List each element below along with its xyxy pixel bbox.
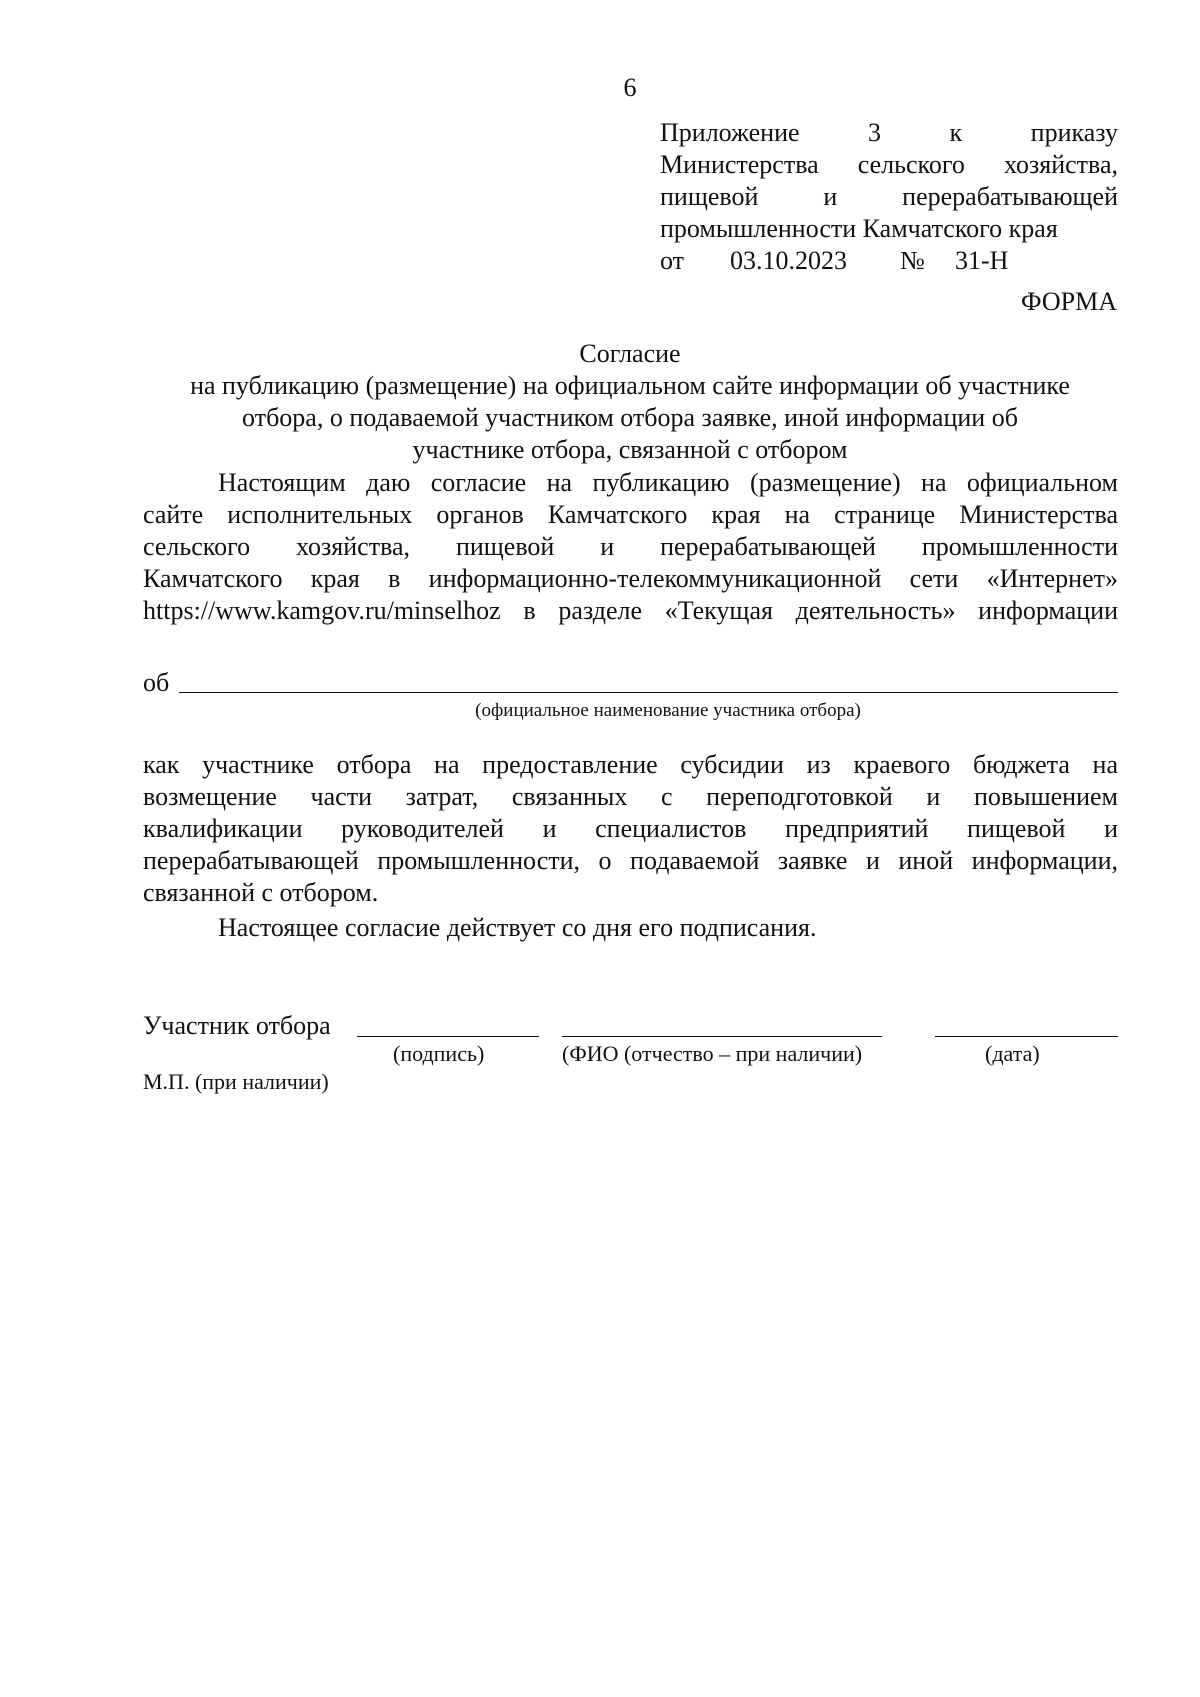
paragraph2-line-3: квалификации руководителей и специалистов предприятий пищевой и xyxy=(143,814,1118,843)
full-name-caption: (ФИО (отчество – при наличии) xyxy=(562,1041,863,1066)
consent-paragraph xyxy=(143,467,1118,627)
title-line-1: на публикацию (размещение) на официальном сайте информации об участнике xyxy=(190,371,1070,400)
paragraph1-line-4: Камчатского края в информационно-телекоммуникационной сети «Интернет» xyxy=(143,564,1118,593)
order-number-sign: № xyxy=(900,246,925,275)
paragraph1-line-1: Настоящим даю согласие на публикацию (размещение) на официальном xyxy=(218,468,1118,497)
full-name-field[interactable] xyxy=(562,1035,882,1037)
title-line-2: отбора, о подаваемой участником отбора заявке, иной информации об xyxy=(242,403,1018,432)
paragraph2-line-1: как участнике отбора на предоставление субсидии из краевого бюджета на xyxy=(143,750,1118,779)
participant-name-line xyxy=(143,667,1118,699)
order-number: 31-Н xyxy=(955,246,1009,275)
paragraph2-line-2: возмещение части затрат, связанных с переподготовкой и повышением xyxy=(143,782,1118,811)
order-date-number xyxy=(660,245,1118,277)
paragraph2-line-4: перерабатывающей промышленности, о подаваемой заявке и иной информации, xyxy=(143,846,1118,875)
form-label: ФОРМА xyxy=(1021,287,1117,316)
order-date: 03.10.2023 xyxy=(730,246,847,275)
paragraph1-line-5: https://www.kamgov.ru/minselhoz в разделе «Текущая деятельность» информации xyxy=(143,596,1118,625)
appendix-line-2: Министерства сельского хозяйства, xyxy=(660,150,1118,179)
effective-statement: Настоящее согласие действует со дня его подписания. xyxy=(218,913,817,942)
appendix-line-3: пищевой и перерабатывающей xyxy=(660,182,1118,211)
appendix-header xyxy=(660,117,1118,277)
seal-label: М.П. (при наличии) xyxy=(143,1069,329,1094)
document-title xyxy=(140,338,1120,466)
signature-caption: (подпись) xyxy=(393,1041,485,1066)
participant-name-field[interactable] xyxy=(179,691,1118,693)
appendix-line-4: промышленности Камчатского края xyxy=(660,214,1058,243)
page-number: 6 xyxy=(623,73,637,102)
title-heading: Согласие xyxy=(579,339,681,368)
signature-field[interactable] xyxy=(357,1035,539,1037)
ob-word: об xyxy=(143,668,170,697)
order-from-label: от xyxy=(660,246,685,275)
paragraph1-line-2: сайте исполнительных органов Камчатского края на странице Министерства xyxy=(143,500,1118,529)
participant-paragraph xyxy=(143,749,1118,909)
date-field[interactable] xyxy=(935,1035,1118,1037)
participant-label: Участник отбора xyxy=(143,1011,331,1040)
date-caption: (дата) xyxy=(985,1041,1040,1066)
paragraph2-line-5: связанной с отбором. xyxy=(143,878,379,907)
appendix-line-1: Приложение 3 к приказу xyxy=(660,118,1118,147)
paragraph1-line-3: сельского хозяйства, пищевой и перерабатывающей промышленности xyxy=(143,532,1118,561)
participant-name-caption: (официальное наименование участника отбора) xyxy=(475,700,861,721)
title-line-3: участнике отбора, связанной с отбором xyxy=(412,435,848,464)
